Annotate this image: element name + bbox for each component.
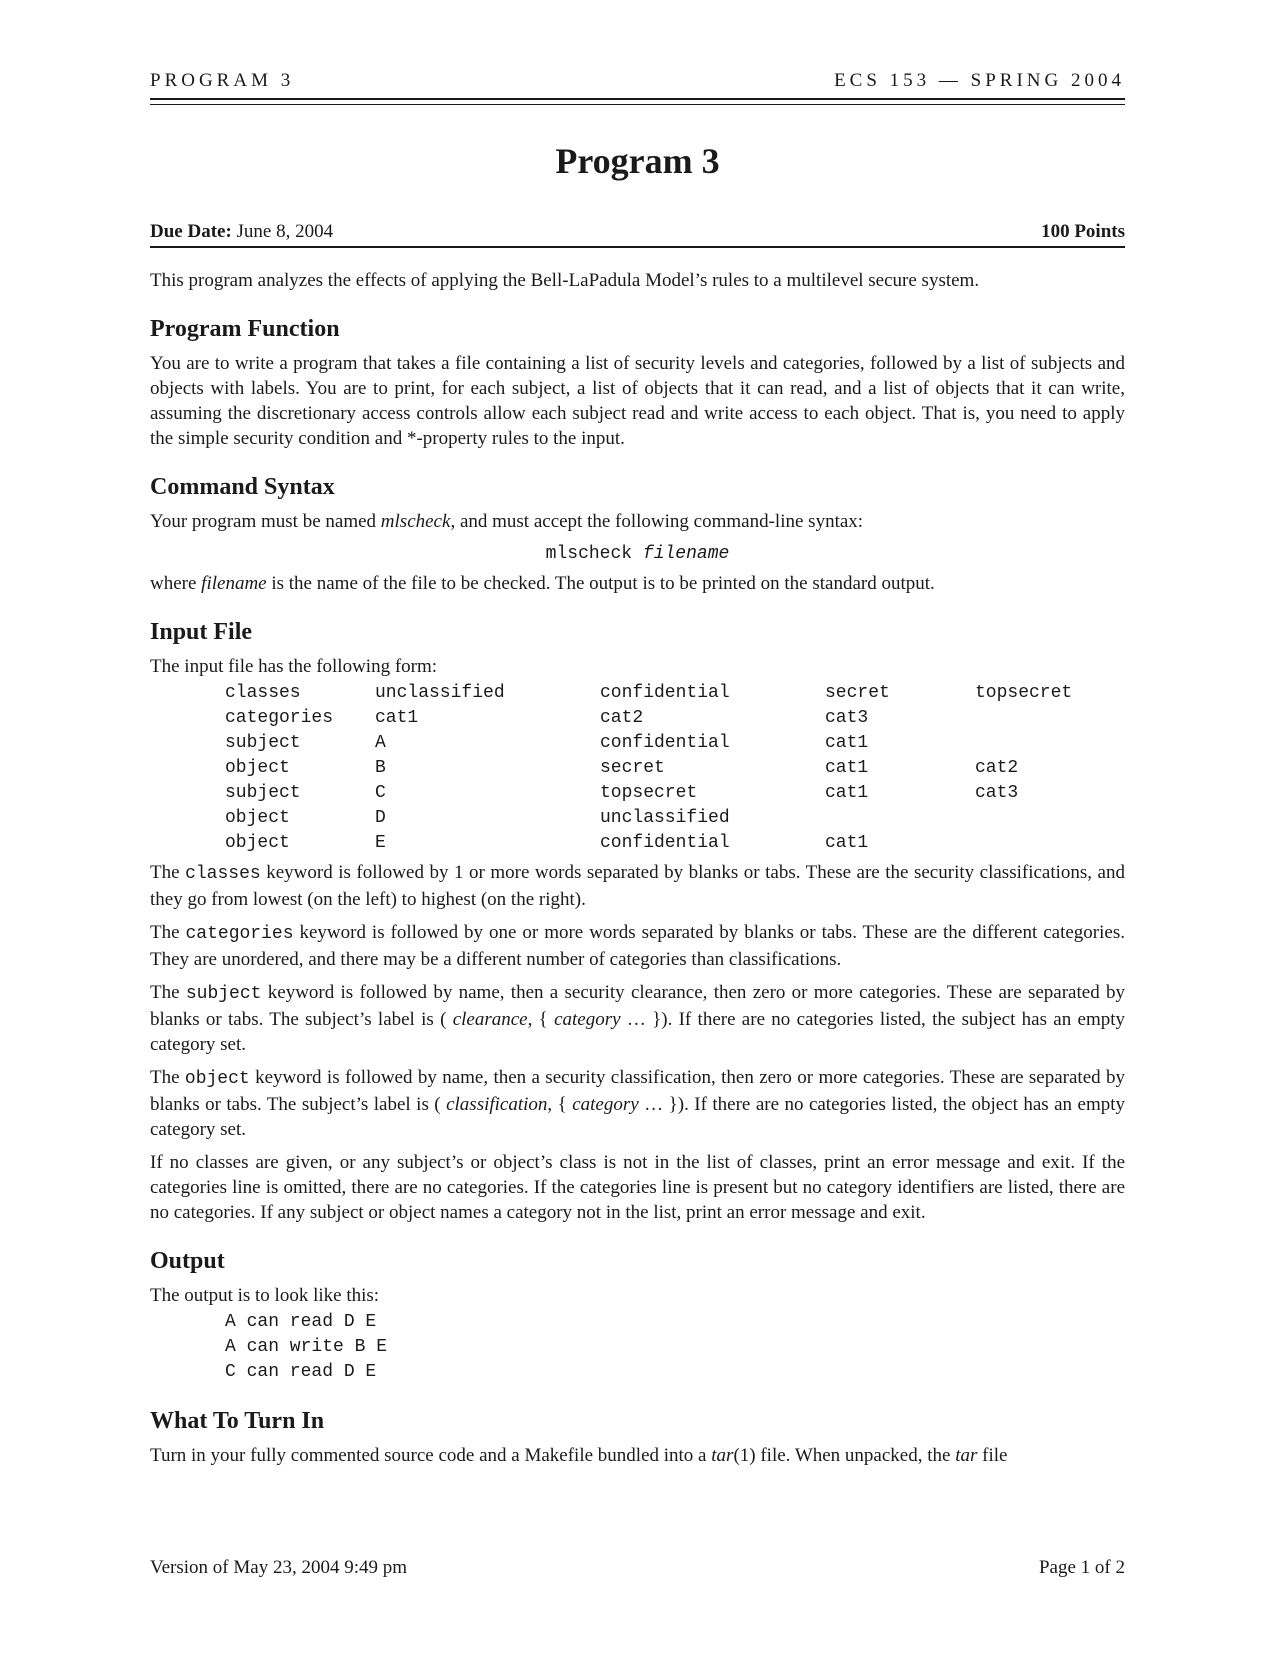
categories-paragraph xyxy=(150,920,1125,972)
input-example-cell: object xyxy=(225,808,290,828)
input-example-cell: classes xyxy=(225,683,301,703)
keyword-classes: classes xyxy=(185,864,261,884)
errors-paragraph: If no classes are given, or any subject’s or object’s class is not in the list of classes, print an error message and exit. If the categories line is omitted, there are no categories. If the categories line is present but no category identifiers are listed, there are no categories. If any subject or object names a category not in the list, print an error message and exit. xyxy=(150,1152,1125,1223)
content xyxy=(150,268,1125,1476)
text-run: Turn in your fully commented source code and a Makefile bundled into a xyxy=(150,1445,712,1466)
input-example-cell: topsecret xyxy=(600,783,698,803)
input-example-row xyxy=(225,831,1072,856)
input-file-intro: The input file has the following form: xyxy=(150,656,438,677)
input-example-cell: B xyxy=(375,758,386,778)
italic-term: clearance xyxy=(452,1009,528,1030)
input-example-cell xyxy=(975,806,1072,831)
program-function-paragraph: You are to write a program that takes a file containing a list of security levels and categories, followed by a list of subjects and objects with labels. You are to print, for each subject, a list of objects that it can read, and a list of objects that it can write, assuming the discretionary access controls allow each subject read and write access to each object. That is, you need to apply the simple security condition and *-property rules to the input. xyxy=(150,353,1125,449)
input-example-row xyxy=(225,731,1072,756)
input-example-cell: secret xyxy=(825,683,890,703)
input-example-cell: confidential xyxy=(600,683,730,703)
text-run: keyword is followed by name, then a security clearance, then zero or more categories. These are separated by blanks or tabs. The subject’s label is ( xyxy=(150,982,1125,1030)
text-run: … }). If there are no categories listed, the object has an empty category set. xyxy=(150,1094,1126,1140)
input-example-row xyxy=(225,756,1072,781)
input-example-cell: cat3 xyxy=(825,708,869,728)
output-intro: The output is to look like this: xyxy=(150,1285,380,1306)
input-example-cell: D xyxy=(375,808,386,828)
input-example-cell xyxy=(975,706,1072,731)
text-run: file xyxy=(977,1445,1008,1466)
text-run: , { xyxy=(547,1094,573,1115)
page-title: Program 3 xyxy=(555,141,720,181)
due-date-value: June 8, 2004 xyxy=(236,221,334,242)
keyword-subject: subject xyxy=(185,984,262,1004)
text-run: The xyxy=(150,1067,185,1088)
keyword-categories: categories xyxy=(185,924,294,944)
section-heading-output: Output xyxy=(150,1248,225,1274)
italic-term: tar xyxy=(711,1445,734,1466)
input-example-cell: cat1 xyxy=(825,783,869,803)
program-name: mlscheck xyxy=(380,511,451,532)
output-line: A can write B E xyxy=(225,1337,388,1357)
input-example-cell: E xyxy=(375,833,386,853)
input-example-cell: cat1 xyxy=(375,708,419,728)
input-example-cell: object xyxy=(225,833,290,853)
header-right: ECS 153 — SPRING 2004 xyxy=(834,70,1125,91)
section-heading-program-function: Program Function xyxy=(150,316,340,342)
input-example-cell: cat3 xyxy=(975,783,1019,803)
filename-term: filename xyxy=(201,573,267,594)
filename-paragraph xyxy=(150,571,1125,596)
input-example-cell: subject xyxy=(225,783,301,803)
subject-paragraph xyxy=(150,980,1125,1057)
text-run: The xyxy=(150,862,186,883)
due-label: Due Date: xyxy=(150,221,232,242)
output-example xyxy=(225,1310,1125,1385)
output-line: A can read D E xyxy=(225,1312,377,1332)
text-run: (1) file. When unpacked, the xyxy=(733,1445,956,1466)
text-run: keyword is followed by name, then a security classification, then zero or more categories. These are separated by blanks or tabs. The subject’s label is ( xyxy=(150,1067,1125,1115)
command: mlscheck xyxy=(545,544,633,564)
text-run: where xyxy=(150,573,202,594)
running-header xyxy=(150,70,1125,92)
page-footer xyxy=(150,1557,1125,1579)
input-example-cell: cat1 xyxy=(825,733,869,753)
section-heading-turn-in: What To Turn In xyxy=(150,1408,325,1434)
italic-term: tar xyxy=(955,1445,978,1466)
text-run: keyword is followed by 1 or more words separated by blanks or tabs. These are the security classifications, and they go from lowest (on the left) to highest (on the right). xyxy=(150,862,1125,910)
input-example-cell xyxy=(975,731,1072,756)
due-row xyxy=(150,221,1125,243)
points: 100 Points xyxy=(1041,221,1125,242)
input-example-cell: cat2 xyxy=(975,758,1019,778)
input-example-cell: cat2 xyxy=(600,708,644,728)
input-example-cell: A xyxy=(375,733,386,753)
keyword-object: object xyxy=(184,1069,250,1089)
due-date xyxy=(150,221,333,243)
input-example-cell: topsecret xyxy=(975,683,1073,703)
input-example-cell: unclassified xyxy=(600,808,730,828)
input-example-cell: secret xyxy=(600,758,665,778)
input-example-row xyxy=(225,781,1072,806)
input-example-cell: confidential xyxy=(600,733,730,753)
text-run: The xyxy=(150,922,186,943)
italic-term: category xyxy=(554,1009,621,1030)
command-syntax-paragraph xyxy=(150,509,1125,534)
section-heading-command-syntax: Command Syntax xyxy=(150,474,335,500)
input-example-row xyxy=(225,806,1072,831)
version-info: Version of May 23, 2004 9:49 pm xyxy=(150,1557,408,1578)
output-line: C can read D E xyxy=(225,1362,377,1382)
input-example-cell: categories xyxy=(225,708,334,728)
due-rule xyxy=(150,246,1125,248)
intro-paragraph: This program analyzes the effects of applying the Bell-LaPadula Model’s rules to a multilevel secure system. xyxy=(150,270,980,291)
text-run: keyword is followed by one or more words separated by blanks or tabs. These are the different categories. They are unordered, and there may be a different number of categories than classifications. xyxy=(150,922,1125,970)
input-example-cell: cat1 xyxy=(825,758,869,778)
italic-term: category xyxy=(572,1094,639,1115)
header-rule xyxy=(150,98,1125,105)
italic-term: classification xyxy=(446,1094,548,1115)
text-run: is the name of the file to be checked. The output is to be printed on the standard output. xyxy=(266,573,935,594)
input-example-cell: C xyxy=(375,783,386,803)
input-example-table xyxy=(225,681,1072,856)
section-heading-input-file: Input File xyxy=(150,619,253,645)
page-number: Page 1 of 2 xyxy=(1038,1557,1125,1578)
text-run: … }). If there are no categories listed, the subject has an empty category set. xyxy=(150,1009,1125,1055)
command-arg: filename xyxy=(642,544,730,564)
classes-paragraph xyxy=(150,860,1125,912)
turn-in-paragraph xyxy=(150,1443,1125,1468)
object-paragraph xyxy=(150,1065,1125,1142)
input-example-cell: subject xyxy=(225,733,301,753)
header-left: PROGRAM 3 xyxy=(150,70,295,91)
input-example-cell: unclassified xyxy=(375,683,505,703)
input-example-row xyxy=(225,681,1072,706)
text-run: Your program must be named xyxy=(150,511,381,532)
input-example-cell: confidential xyxy=(600,833,730,853)
command-line xyxy=(150,542,1125,567)
input-example-cell: object xyxy=(225,758,290,778)
input-example-cell xyxy=(825,806,975,831)
text-run: The xyxy=(150,982,186,1003)
text-run: , { xyxy=(527,1009,555,1030)
input-example-row xyxy=(225,706,1072,731)
input-example-cell xyxy=(975,831,1072,856)
input-example-cell: cat1 xyxy=(825,833,869,853)
text-run: , and must accept the following command-line syntax: xyxy=(450,511,864,532)
